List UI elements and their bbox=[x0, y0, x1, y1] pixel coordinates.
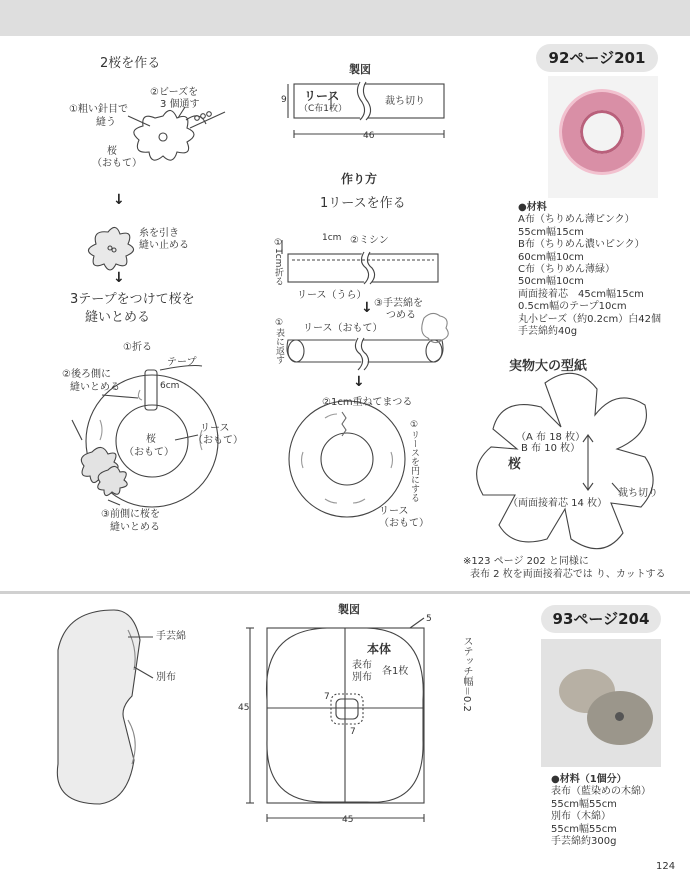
stitch-width: ステッチ幅＝0.2 bbox=[461, 636, 472, 712]
step2-note-beads-b: 3 個通す bbox=[160, 99, 200, 110]
step3-front-sew-b: 縫いとめる bbox=[110, 522, 160, 533]
dim-45-left: 45 bbox=[238, 703, 250, 713]
wreath-strip-cloth: （C布1枚） bbox=[299, 104, 348, 114]
top-material-item: C布（ちりめん薄緑） bbox=[518, 264, 615, 276]
howto-heading: 作り方 bbox=[341, 172, 378, 186]
pattern-interfacing: （両面接着芯 14 枚） bbox=[508, 498, 608, 509]
cushion-photo-button bbox=[615, 712, 624, 721]
step3-wreath: リース bbox=[200, 423, 230, 434]
step1-overlap: ②1cm重ねてまつる bbox=[322, 397, 413, 408]
bottom-material-item: 55cm幅55cm bbox=[551, 823, 617, 835]
step3-fold: ①折る bbox=[123, 342, 152, 353]
step3-sakura: 桜 bbox=[146, 434, 156, 445]
step1-flip: ①表に返す bbox=[274, 318, 284, 364]
step2-omote-label: （おもて） bbox=[92, 158, 142, 169]
pattern-sakura: 桜 bbox=[508, 457, 522, 472]
step3-down-arrow: ↓ bbox=[113, 270, 125, 286]
wreath-photo-ring bbox=[562, 92, 642, 172]
step1-wreath-bottom-b: （おもて） bbox=[379, 518, 429, 529]
bottom-material-item: 別布（木綿） bbox=[551, 811, 611, 823]
step3-sakura-omote: （おもて） bbox=[124, 447, 174, 458]
step2-note-needle: ①粗い針目で bbox=[69, 104, 128, 115]
note-line-2: 表布 2 枚を両面接着芯では り、カットする bbox=[470, 569, 666, 580]
step1-wreath-bottom: リース bbox=[379, 506, 409, 517]
pattern-cutoff: 裁ち切り bbox=[618, 488, 658, 499]
step1-down-arrow-2: ↓ bbox=[353, 374, 365, 390]
step3-title: 3テープをつけて桜を bbox=[70, 292, 195, 307]
top-material-item: B布（ちりめん濃いピンク） bbox=[518, 239, 645, 251]
step3-6cm: 6cm bbox=[160, 381, 180, 391]
bottom-material-item: 手芸綿約300g bbox=[551, 836, 617, 848]
top-material-item: 手芸綿約40g bbox=[518, 326, 578, 338]
bottom-seizu-heading: 製図 bbox=[338, 603, 360, 616]
step1-fold: ①1cm折る bbox=[273, 238, 283, 286]
hontai-label: 本体 bbox=[367, 642, 392, 656]
step1-cotton: ③手芸綿を bbox=[374, 298, 423, 309]
bottom-materials bbox=[551, 774, 651, 848]
step2-pull-thread: 糸を引き bbox=[139, 228, 179, 239]
bottom-page-badge: 93ページ204 bbox=[541, 605, 661, 633]
pattern-title: 実物大の型紙 bbox=[509, 359, 588, 374]
bottom-materials-head: ●材料（1個分） bbox=[551, 774, 627, 785]
step2-pull-thread-b: 縫い止める bbox=[139, 240, 189, 251]
cushion-photo bbox=[541, 639, 661, 767]
step1-1cm: 1cm bbox=[322, 233, 342, 243]
top-material-item: 0.5cm幅のテープ10cm bbox=[518, 301, 627, 313]
bottom-dim-5: 5 bbox=[426, 614, 432, 624]
step1-ura: リース（うら） bbox=[297, 290, 367, 301]
step1-title: 1リースを作る bbox=[320, 196, 406, 211]
note-line-1: ※123 ページ 202 と同様に bbox=[463, 556, 589, 567]
top-page-badge: 92ページ201 bbox=[536, 44, 658, 72]
top-material-item: 55cm幅15cm bbox=[518, 226, 584, 238]
step1-sewing: ②ミシン bbox=[350, 235, 389, 246]
top-materials bbox=[518, 202, 661, 338]
step2-title: 2桜を作る bbox=[100, 56, 161, 71]
top-material-item: 50cm幅10cm bbox=[518, 276, 584, 288]
step1-make-circle: ①リースを円にする bbox=[409, 420, 419, 502]
pattern-cloth-b: B 布 10 枚） bbox=[521, 443, 581, 454]
seizu-heading: 製図 bbox=[349, 63, 371, 76]
step3-title-b: 縫いとめる bbox=[85, 310, 151, 325]
flower-sakura-sew bbox=[134, 110, 194, 160]
step2-sakura-label: 桜 bbox=[107, 146, 117, 157]
wreath-dim-46: 46 bbox=[363, 131, 375, 141]
bottom-material-item: 55cm幅55cm bbox=[551, 798, 617, 810]
step2-down-arrow: ↓ bbox=[113, 192, 125, 208]
top-material-item: A布（ちりめん薄ピンク） bbox=[518, 214, 635, 226]
bottom-material-item: 表布（藍染めの木綿） bbox=[551, 786, 651, 798]
wreath-strip-cutoff: 裁ち切り bbox=[385, 96, 425, 107]
sakura-pattern-outline bbox=[477, 373, 653, 548]
step1-cotton-b: つめる bbox=[386, 310, 416, 321]
wreath-dim-9: 9 bbox=[281, 95, 287, 105]
top-material-item: 両面接着芯 45cm幅15cm bbox=[518, 288, 644, 300]
step3-front-sew: ③前側に桜を bbox=[101, 509, 160, 520]
flower-sakura-gathered bbox=[88, 227, 133, 270]
betsu-nuno-label: 別布 bbox=[352, 672, 372, 683]
cushion-section bbox=[57, 610, 140, 804]
step2-note-beads: ②ビーズを bbox=[150, 87, 199, 98]
pattern-cloth-a: （A 布 18 枚） bbox=[516, 432, 586, 443]
step2-note-needle-b: 縫う bbox=[96, 117, 116, 128]
kaku1-label: 各1枚 bbox=[382, 666, 409, 677]
step3-tape: テープ bbox=[167, 357, 197, 368]
wreath-ring bbox=[289, 401, 405, 517]
step3-wreath-omote: （おもて） bbox=[193, 435, 243, 446]
wreath-photo bbox=[548, 76, 658, 198]
step3-back-sew-b: 縫いとめる bbox=[70, 382, 120, 393]
step1-omote: リース（おもて） bbox=[303, 323, 383, 334]
step1-down-arrow-1: ↓ bbox=[361, 300, 373, 316]
omote-nuno-label: 表布 bbox=[352, 660, 372, 671]
top-material-item: 丸小ビーズ（約0.2cm）白42個 bbox=[518, 313, 661, 325]
top-material-item: 60cm幅10cm bbox=[518, 251, 584, 263]
dim-7-top: 7 bbox=[324, 692, 330, 702]
cushion-cotton-label: 手芸綿 bbox=[156, 631, 186, 642]
cushion-bessaku-label: 別布 bbox=[156, 672, 176, 683]
dim-45-bottom: 45 bbox=[342, 815, 354, 825]
wreath-strip-label: リース bbox=[304, 89, 340, 103]
top-materials-head: ●材料 bbox=[518, 202, 547, 213]
page-number: 124 bbox=[656, 861, 676, 872]
step3-back-sew: ②後ろ側に bbox=[62, 369, 111, 380]
dim-7-bottom: 7 bbox=[350, 727, 356, 737]
